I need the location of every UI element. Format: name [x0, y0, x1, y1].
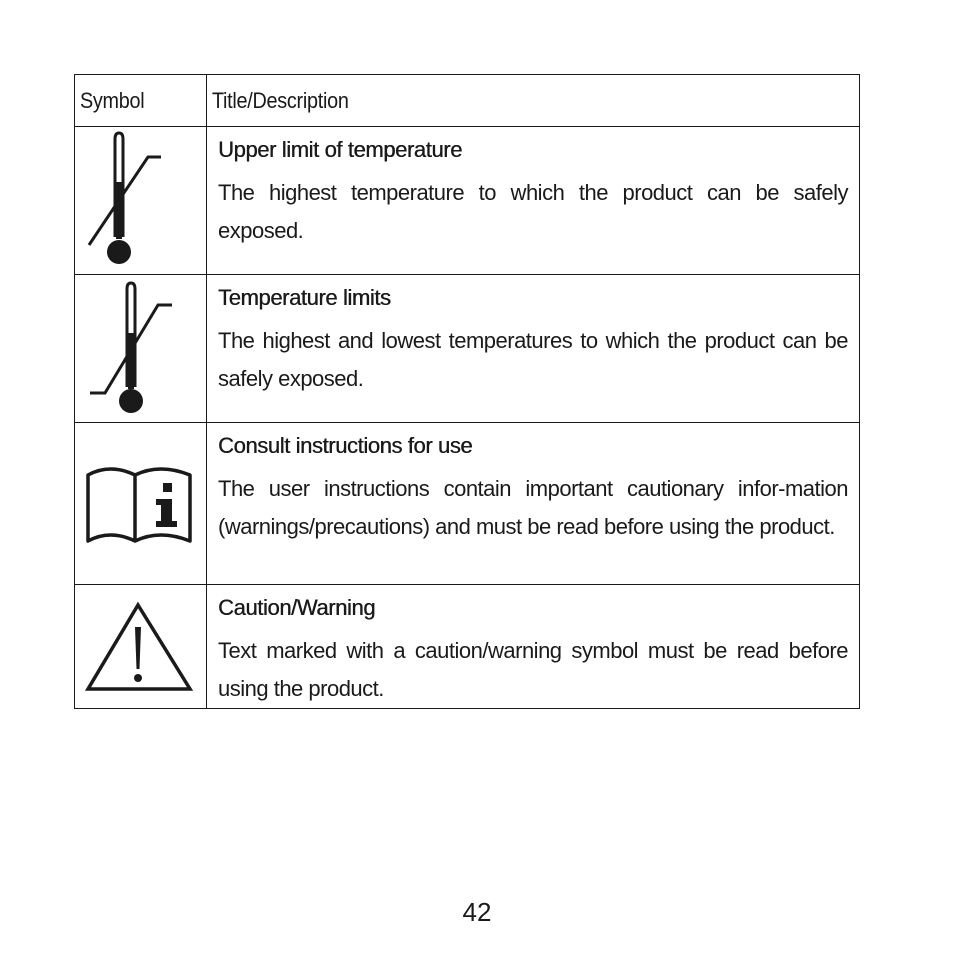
- temperature-limits-icon: [75, 275, 207, 423]
- entry-title: Temperature limits: [218, 285, 391, 310]
- entry-description: The user instructions contain important cautionary infor-mation (warnings/precautions) and must be read before using the product.: [218, 476, 848, 539]
- symbols-table: [74, 74, 860, 709]
- page-number: 42: [462, 897, 492, 927]
- entry-description: The highest and lowest temperatures to which the product can be safely exposed.: [218, 328, 848, 391]
- table-row: [75, 127, 860, 275]
- entry-title: Consult instructions for use: [218, 433, 473, 458]
- caution-warning-icon: [75, 585, 207, 709]
- description-cell: [207, 423, 860, 585]
- symbol-cell: [75, 127, 207, 275]
- consult-instructions-icon: [75, 423, 207, 585]
- table-row: [75, 275, 860, 423]
- upper-temperature-limit-icon: [75, 127, 207, 275]
- symbol-cell: [75, 585, 207, 709]
- table-row: [75, 585, 860, 709]
- symbol-cell: [75, 423, 207, 585]
- table-header-row: [75, 75, 860, 127]
- description-cell: [207, 127, 860, 275]
- symbol-cell: [75, 275, 207, 423]
- header-title-description: Title/Description: [207, 75, 795, 127]
- header-symbol: Symbol: [75, 75, 194, 127]
- entry-title: Caution/Warning: [218, 595, 376, 620]
- entry-title: Upper limit of temperature: [218, 137, 462, 162]
- entry-description: Text marked with a caution/warning symbol must be read before using the product.: [218, 638, 848, 701]
- description-cell: [207, 275, 860, 423]
- description-cell: [207, 585, 860, 709]
- table-row: [75, 423, 860, 585]
- entry-description: The highest temperature to which the product can be safely exposed.: [218, 180, 848, 243]
